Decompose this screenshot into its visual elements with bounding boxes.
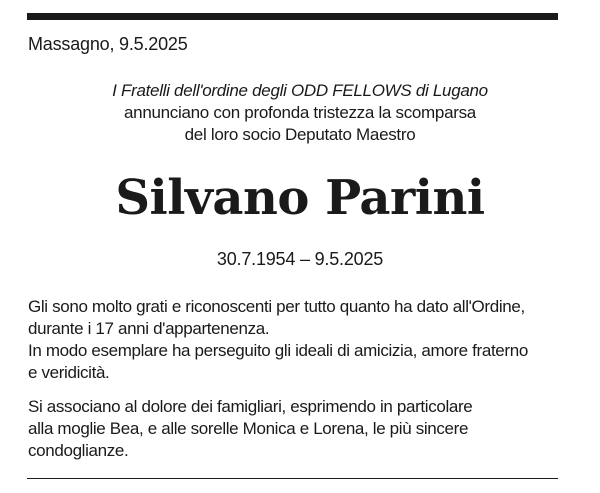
message-line: e veridicità. [28,363,110,382]
announcement-line-1: I Fratelli dell'ordine degli ODD FELLOWS di Lugano [112,81,488,100]
message-line: Si associano al dolore dei famigliari, esprimendo in particolare [28,397,473,416]
message-paragraph-2 [28,396,573,462]
announcement [0,80,600,146]
lifespan-dates: 30.7.1954 – 9.5.2025 [216,249,384,269]
bottom-rule [27,478,558,479]
announcement-line-3: del loro socio Deputato Maestro [184,125,416,144]
top-rule [27,13,558,20]
message-paragraph-1 [28,296,573,384]
message-line: In modo esemplare ha perseguito gli ideali di amicizia, amore fraterno [28,341,528,360]
message-line: durante i 17 anni d'appartenenza. [28,319,270,338]
message-line: Gli sono molto grati e riconoscenti per tutto quanto ha dato all'Ordine, [28,297,525,316]
message-line: condoglianze. [28,441,129,460]
announcement-line-2: annunciano con profonda tristezza la scomparsa [124,103,476,122]
deceased-name: Silvano Parini [115,170,485,226]
message-line: alla moglie Bea, e alle sorelle Monica e Lorena, le più sincere [28,419,469,438]
place-date: Massagno, 9.5.2025 [28,34,188,54]
